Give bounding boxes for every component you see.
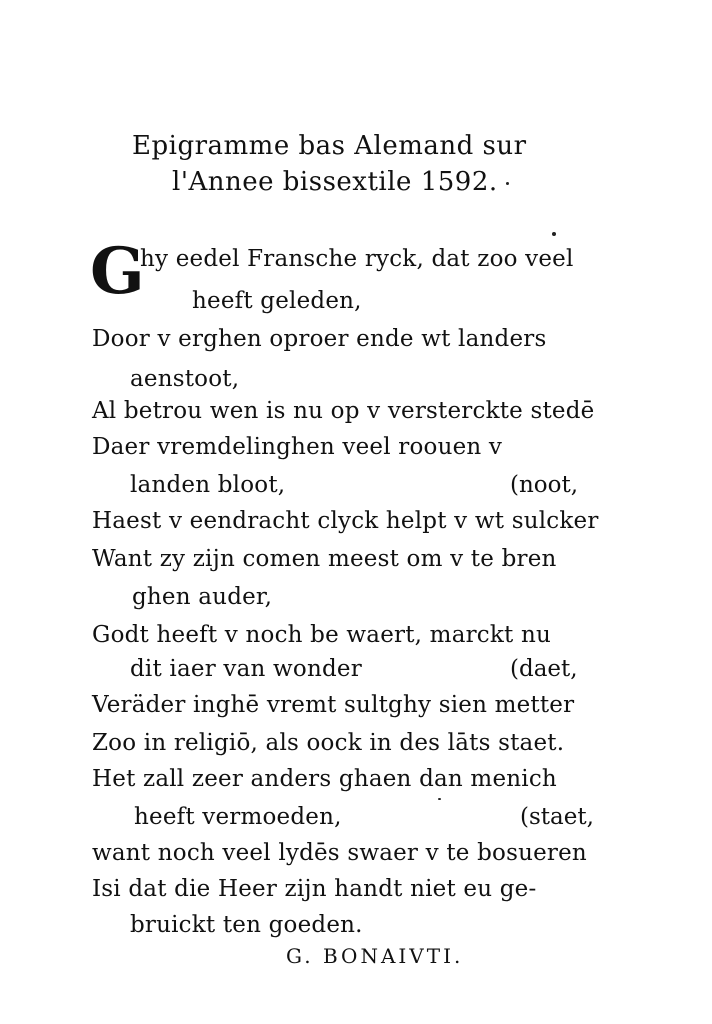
ink-speck — [438, 798, 441, 800]
poem-line-3: Door v erghen oproer ende wt landers — [92, 326, 547, 352]
poem-line-17: want noch veel lydēs swaer v te bosueren — [92, 840, 587, 866]
ink-speck — [552, 232, 556, 236]
poem-line-4: aenstoot, — [130, 366, 240, 392]
poem-line-9: Want zy zijn comen meest om v te bren — [92, 546, 557, 572]
poem-line-19: bruickt ten goeden. — [130, 912, 363, 938]
page-title — [132, 128, 527, 200]
author-signature: G. BONAIVTI. — [286, 944, 464, 968]
poem-line-15: Het zall zeer anders ghaen dan menich — [92, 766, 557, 792]
poem-line-2: heeft geleden, — [192, 288, 362, 314]
poem-line-16: heeft vermoeden, — [134, 804, 342, 830]
poem-line-6: Daer vremdelinghen veel roouen v — [92, 434, 503, 460]
drop-cap-initial: G — [90, 234, 145, 309]
poem-line-11: Godt heeft v noch be waert, marckt nu — [92, 622, 551, 648]
poem-line-7: landen bloot, — [130, 472, 286, 498]
poem-line-12: dit iaer van wonder — [130, 656, 362, 682]
poem-fragment-staet: (staet, — [520, 804, 594, 830]
poem-fragment-daet: (daet, — [510, 656, 578, 682]
poem-line-5: Al betrou wen is nu op v versterckte stedē — [92, 398, 595, 424]
ink-speck — [506, 182, 509, 185]
title-line-2: l'Annee bissextile 1592. — [172, 167, 498, 197]
poem-line-14: Zoo in religiō, als oock in des lāts staet. — [92, 730, 565, 756]
poem-line-8: Haest v eendracht clyck helpt v wt sulcker — [92, 508, 599, 534]
poem-line-1: hy eedel Fransche ryck, dat zoo veel — [140, 246, 574, 272]
title-line-1: Epigramme bas Alemand sur — [132, 131, 527, 161]
poem-fragment-noot: (noot, — [510, 472, 579, 498]
poem-line-10: ghen auder, — [132, 584, 273, 610]
poem-line-13: Veräder inghē vremt sultghy sien metter — [92, 692, 575, 718]
poem-line-18: Isi dat die Heer zijn handt niet eu ge- — [92, 876, 537, 902]
